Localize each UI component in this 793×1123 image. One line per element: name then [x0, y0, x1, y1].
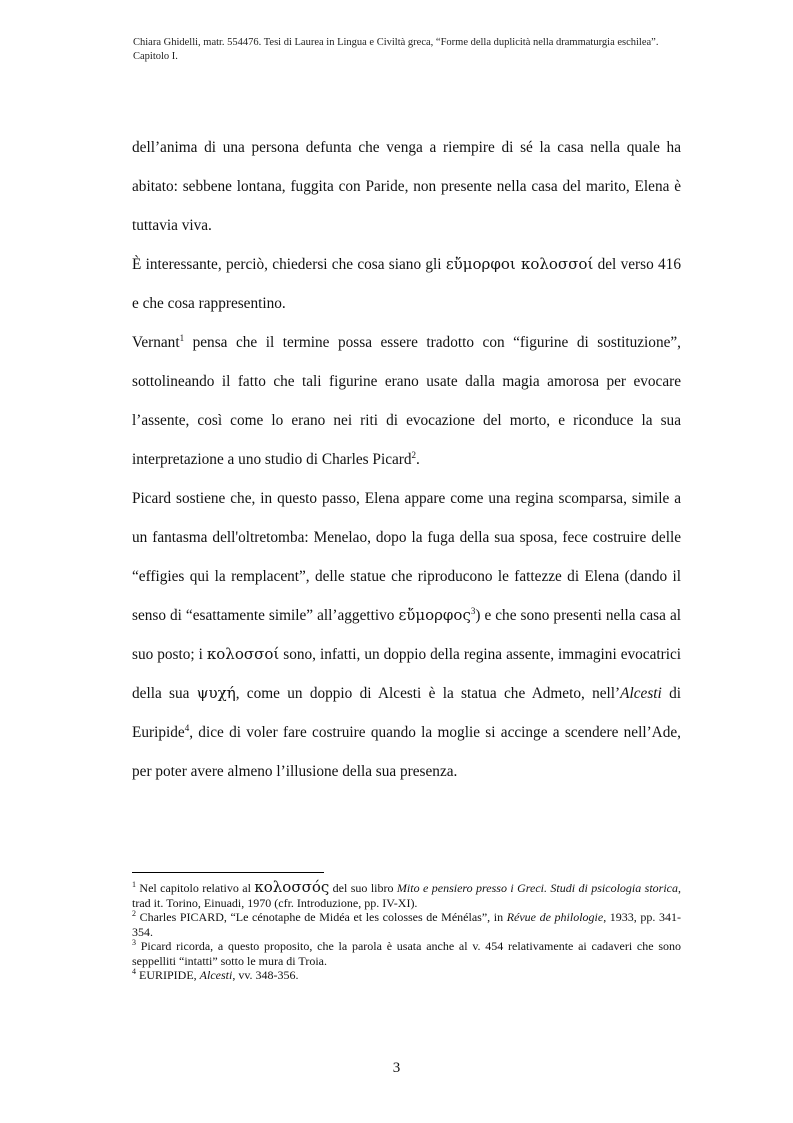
footnote-number: 1	[132, 880, 136, 889]
footnote-ref-4[interactable]: 4	[184, 722, 190, 733]
text-run: Nel capitolo relativo al	[136, 881, 255, 895]
italic-title: Alcesti	[620, 685, 662, 702]
header-line-2: Capitolo I.	[133, 51, 178, 62]
greek-term: κολοσσοί	[206, 645, 280, 663]
page-number: 3	[392, 1060, 401, 1076]
text-run: sono, infatti, un doppio della regina assente, immagini evocatrici della sua	[132, 646, 681, 702]
text-run: del suo libro	[329, 881, 397, 895]
text-run: , dice di voler fare costruire quando la moglie si accinge a scendere nell’Ade, per poter avere almeno l’illusione della sua presenza.	[132, 724, 681, 780]
text-run: Charles PICARD, “Le cénotaphe de Midéa et les colosses de Ménélas”, in	[136, 910, 507, 924]
italic-title: Alcesti	[199, 968, 233, 982]
footnote-1	[132, 880, 681, 910]
italic-title: Révue de philologie	[506, 910, 604, 924]
main-text	[132, 128, 681, 791]
paragraph-2	[132, 245, 681, 323]
paragraph-3	[132, 323, 681, 479]
text-run: Vernant	[132, 334, 180, 351]
footnote-number: 2	[132, 909, 136, 918]
greek-term: ψυχή	[196, 684, 236, 702]
footnote-3	[132, 939, 681, 968]
text-run: pensa che il termine possa essere tradotto con “figurine di sostituzione”, sottolineando il fatto che tali figurine erano usate dalla magia amorosa per evocare l’assente, così come lo erano nei riti di evocazione del morto, e riconduce la sua interpretazione a uno studio di Charles Picard	[132, 334, 681, 468]
footnote-divider	[132, 872, 324, 873]
footnote-4	[132, 968, 681, 983]
header-line-1: Chiara Ghidelli, matr. 554476. Tesi di Laurea in Lingua e Civiltà greca, “Forme della duplicità nella drammaturgia eschilea”.	[133, 37, 659, 48]
text-run: Picard sostiene che, in questo passo, Elena appare come una regina scomparsa, simile a un fantasma dell'oltretomba: Menelao, dopo la fuga della sua sposa, fece costruire delle “effigies qui la remplacent”, delle statue che riproducono le fattezze di Elena (dando il senso di “esattamente simile” all’aggettivo	[132, 490, 681, 624]
text-run: EURIPIDE,	[136, 968, 200, 982]
text-run: di Euripide	[132, 685, 681, 741]
running-header	[133, 36, 693, 64]
footnote-number: 3	[132, 938, 136, 947]
text-run: .	[416, 451, 420, 468]
footnote-ref-3[interactable]: 3	[470, 605, 476, 616]
text-run: del verso 416 e che cosa rappresentino.	[132, 256, 681, 312]
footnote-ref-1[interactable]: 1	[179, 332, 185, 343]
greek-term: κολοσσός	[254, 878, 330, 896]
text-run: , come un doppio di Alcesti è la statua che Admeto, nell’	[235, 685, 621, 702]
greek-term: εὔμορφοι κολοσσοί	[445, 255, 594, 273]
text-run: Picard ricorda, a questo proposito, che la parola è usata anche al v. 454 relativamente ai cadaveri che sono seppelliti “intatti” sotto le mura di Troia.	[132, 939, 681, 968]
footnotes	[132, 880, 681, 983]
footnote-ref-2[interactable]: 2	[411, 449, 417, 460]
paragraph-1: dell’anima di una persona defunta che venga a riempire di sé la casa nella quale ha abitato: sebbene lontana, fuggita con Paride, non presente nella casa del marito, Elena è tuttavia viva.	[132, 139, 681, 234]
greek-term: εὔμορφος	[398, 606, 471, 624]
paragraph-4	[132, 479, 681, 791]
text-run: , vv. 348-356.	[232, 968, 299, 982]
text-run: , trad it. Torino, Einuadi, 1970 (cfr. Introduzione, pp. IV-XI).	[132, 881, 681, 910]
text-run: ) e che sono presenti nella casa al suo posto; i	[132, 607, 681, 663]
footnote-2	[132, 910, 681, 939]
text-run: È interessante, perciò, chiedersi che cosa siano gli	[132, 256, 446, 273]
italic-title: Mito e pensiero presso i Greci. Studi di psicologia storica	[396, 881, 678, 895]
footnote-number: 4	[132, 967, 136, 976]
text-run: , 1933, pp. 341-354.	[132, 910, 681, 939]
